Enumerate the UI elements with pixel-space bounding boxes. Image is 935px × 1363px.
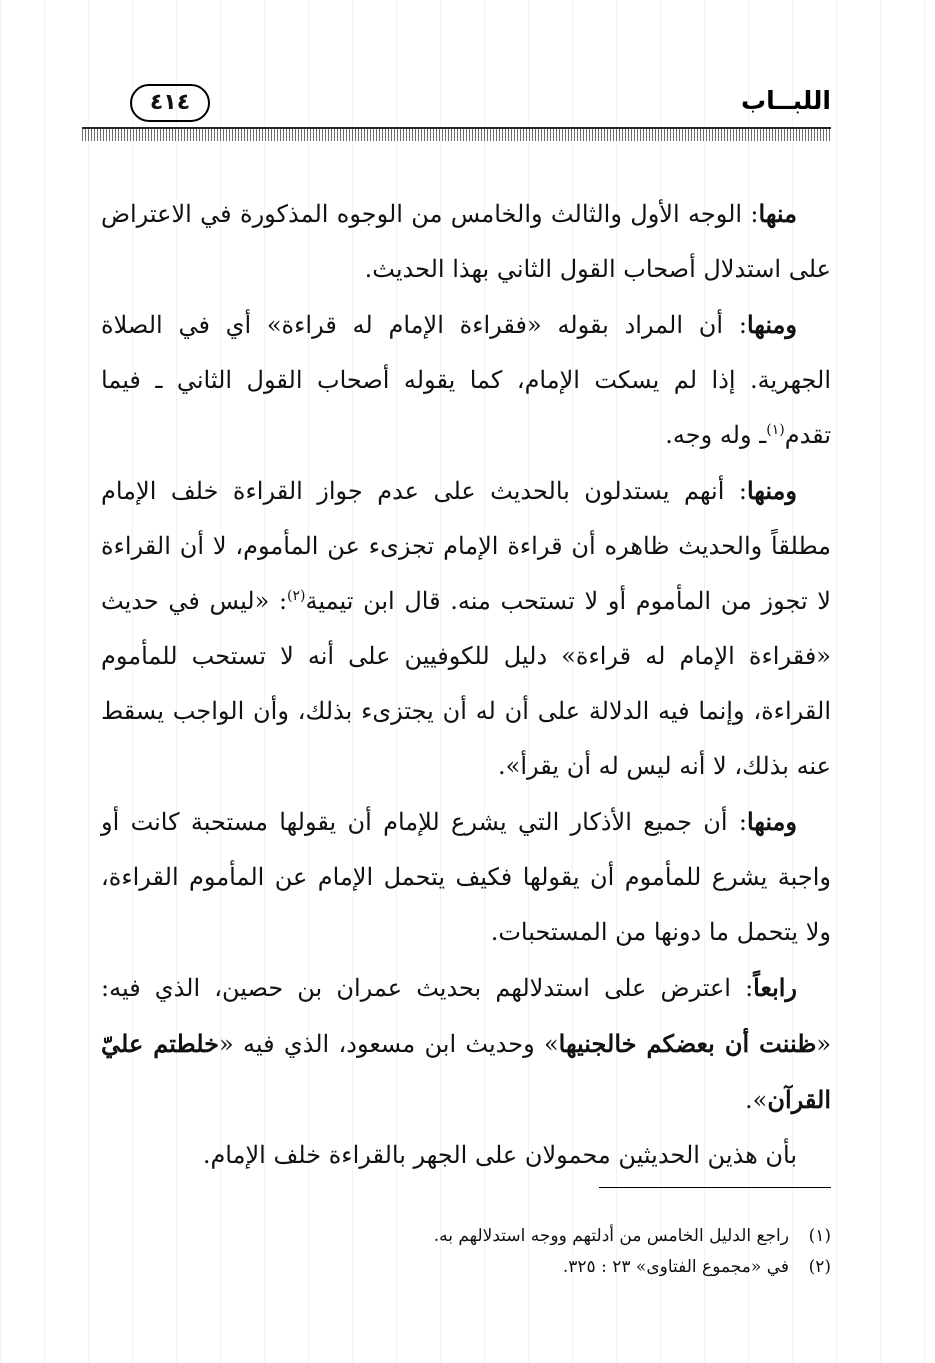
paragraph-text: : اعترض على استدلالهم بحديث عمران بن حصين، الذي فيه: «: [101, 974, 831, 1058]
paragraph-lead: ومنها: [746, 807, 797, 836]
paragraph-text: بأن هذين الحديثين محمولان على الجهر بالقراءة خلف الإمام.: [202, 1141, 797, 1169]
hadith-quote: ظننت أن بعضكم خالجنيها: [558, 1029, 817, 1058]
paragraph-4: [101, 794, 831, 960]
footnote-1: [101, 1221, 831, 1252]
paragraph-text: : أن جميع الأذكار التي يشرع للإمام أن يقولها مستحبة كانت أو واجبة يشرع للمأموم أن يقولها فكيف يتحمل الإمام عن المأموم القراءة، ولا يتحمل ما دونها من المستحبات.: [101, 808, 831, 946]
footnotes: [101, 1221, 831, 1283]
main-text: [101, 186, 831, 1183]
paragraph-3: [101, 463, 831, 794]
paragraph-6: [101, 1128, 831, 1183]
paragraph-5: [101, 960, 831, 1128]
paragraph-text: : أن المراد بقوله «فقراءة الإمام له قراءة» أي في الصلاة الجهرية. إذا لم يسكت الإمام، كما يقوله أصحاب القول الثاني ـ فيما تقدم: [101, 311, 831, 449]
footnote-number: (١): [808, 1226, 831, 1246]
paragraph-lead: ومنها: [746, 476, 797, 505]
paragraph-text: ـ وله وجه.: [665, 421, 767, 449]
footnote-text: في «مجموع الفتاوى» ٢٣ : ٣٢٥.: [562, 1257, 789, 1277]
page-header: [90, 80, 831, 128]
running-title: اللبــاب: [741, 86, 831, 115]
paragraph-lead: منها: [758, 199, 797, 228]
footnote-2: [101, 1252, 831, 1283]
hadith-quote: خلطتم عليّ القرآن: [101, 1029, 831, 1114]
paragraph-1: [101, 186, 831, 297]
paragraph-text: » وحديث ابن مسعود، الذي فيه «: [218, 1030, 559, 1058]
paragraph-text: : أنهم يستدلون بالحديث على عدم جواز القراءة خلف الإمام مطلقاً والحديث ظاهره أن قراءة الإمام تجزىء عن المأموم، لا أن القراءة لا تجوز من المأموم أو لا تستحب منه. قال ابن تيمية: [101, 477, 831, 615]
footnote-text: راجع الدليل الخامس من أدلتهم ووجه استدلالهم به.: [433, 1226, 789, 1246]
paragraph-2: [101, 297, 831, 463]
footnote-divider: [599, 1187, 831, 1188]
paragraph-text: : «ليس في حديث «فقراءة الإمام له قراءة» دليل للكوفيين على أنه لا تستحب للمأموم القراءة، وإنما فيه الدلالة على أن له أن يجتزىء بذلك، وأن الواجب يسقط عنه بذلك، لا أنه ليس له أن يقرأ».: [101, 587, 831, 780]
paragraph-text: ».: [745, 1086, 768, 1114]
paragraph-lead: ومنها: [746, 310, 797, 339]
page-number: ٤١٤: [130, 84, 210, 122]
paragraph-text: : الوجه الأول والثالث والخامس من الوجوه المذكورة في الاعتراض على استدلال أصحاب القول الثاني بهذا الحديث.: [101, 200, 831, 283]
header-divider: [82, 127, 831, 141]
footnote-reference[interactable]: (٢): [287, 588, 306, 604]
paragraph-lead: رابعاً: [753, 973, 797, 1002]
footnote-number: (٢): [808, 1257, 831, 1277]
footnote-reference[interactable]: (١): [766, 422, 785, 438]
